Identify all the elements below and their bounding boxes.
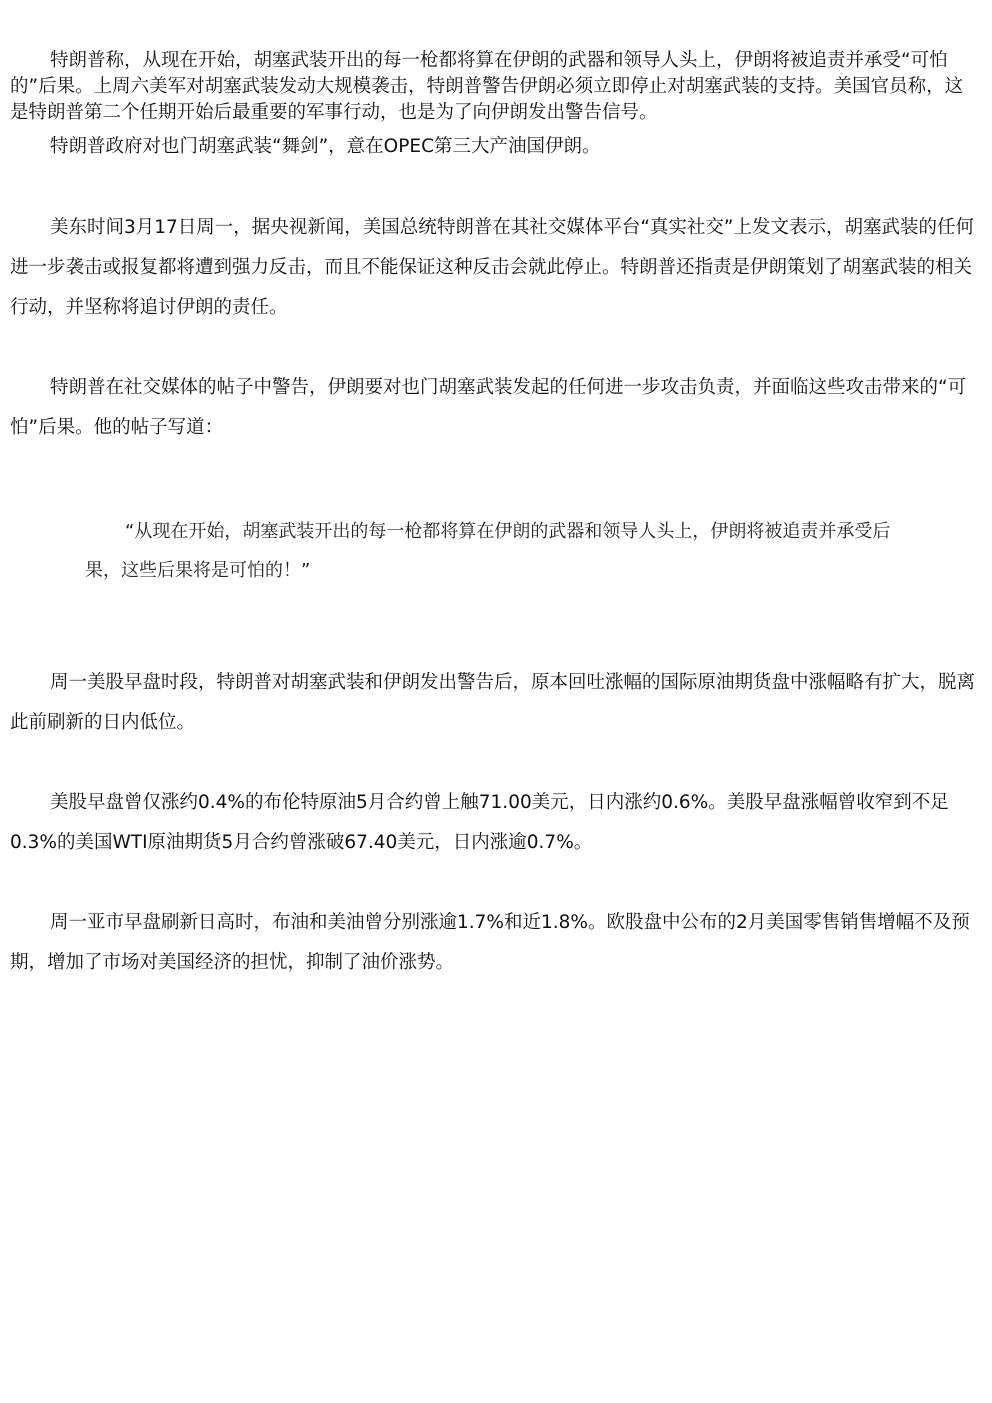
article-paragraph-4: 美股早盘曾仅涨约0.4%的布伦特原油5月合约曾上触71.00美元，日内涨约0.6%。美股早盘涨幅曾收窄到不足0.3%的美国WTI原油期货5月合约曾涨破67.40美元，日内涨逾0.7%。 xyxy=(10,792,949,853)
summary-paragraph-1: 特朗普称，从现在开始，胡塞武装开出的每一枪都将算在伊朗的武器和领导人头上，伊朗将被追责并承受“可怕的”后果。上周六美军对胡塞武装发动大规模袭击，特朗普警告伊朗必须立即停止对胡塞武装的支持。美国官员称，这是特朗普第二个任期开始后最重要的军事行动，也是为了向伊朗发出警告信号。 xyxy=(10,50,964,123)
summary-paragraph-2: 特朗普政府对也门胡塞武装“舞剑”，意在OPEC第三大产油国伊朗。 xyxy=(50,136,601,157)
article-summary xyxy=(10,48,970,160)
article-paragraph-3: 周一美股早盘时段，特朗普对胡塞武装和伊朗发出警告后，原本回吐涨幅的国际原油期货盘中涨幅略有扩大，脱离此前刷新的日内低位。 xyxy=(10,672,976,733)
quoted-post: “从现在开始，胡塞武装开出的每一枪都将算在伊朗的武器和领导人头上，伊朗将被追责并承受后果，这些后果将是可怕的！” xyxy=(85,521,891,581)
article-paragraph-5: 周一亚市早盘刷新日高时，布油和美油曾分别涨逾1.7%和近1.8%。欧股盘中公布的2月美国零售销售增幅不及预期，增加了市场对美国经济的担忧，抑制了油价涨势。 xyxy=(10,912,970,973)
article-paragraph-1: 美东时间3月17日周一，据央视新闻，美国总统特朗普在其社交媒体平台“真实社交”上发文表示，胡塞武装的任何进一步袭击或报复都将遭到强力反击，而且不能保证这种反击会就此停止。特朗普还指责是伊朗策划了胡塞武装的相关行动，并坚称将追讨伊朗的责任。 xyxy=(10,217,974,318)
article-paragraph-2: 特朗普在社交媒体的帖子中警告，伊朗要对也门胡塞武装发起的任何进一步攻击负责，并面临这些攻击带来的“可怕”后果。他的帖子写道： xyxy=(10,377,967,438)
